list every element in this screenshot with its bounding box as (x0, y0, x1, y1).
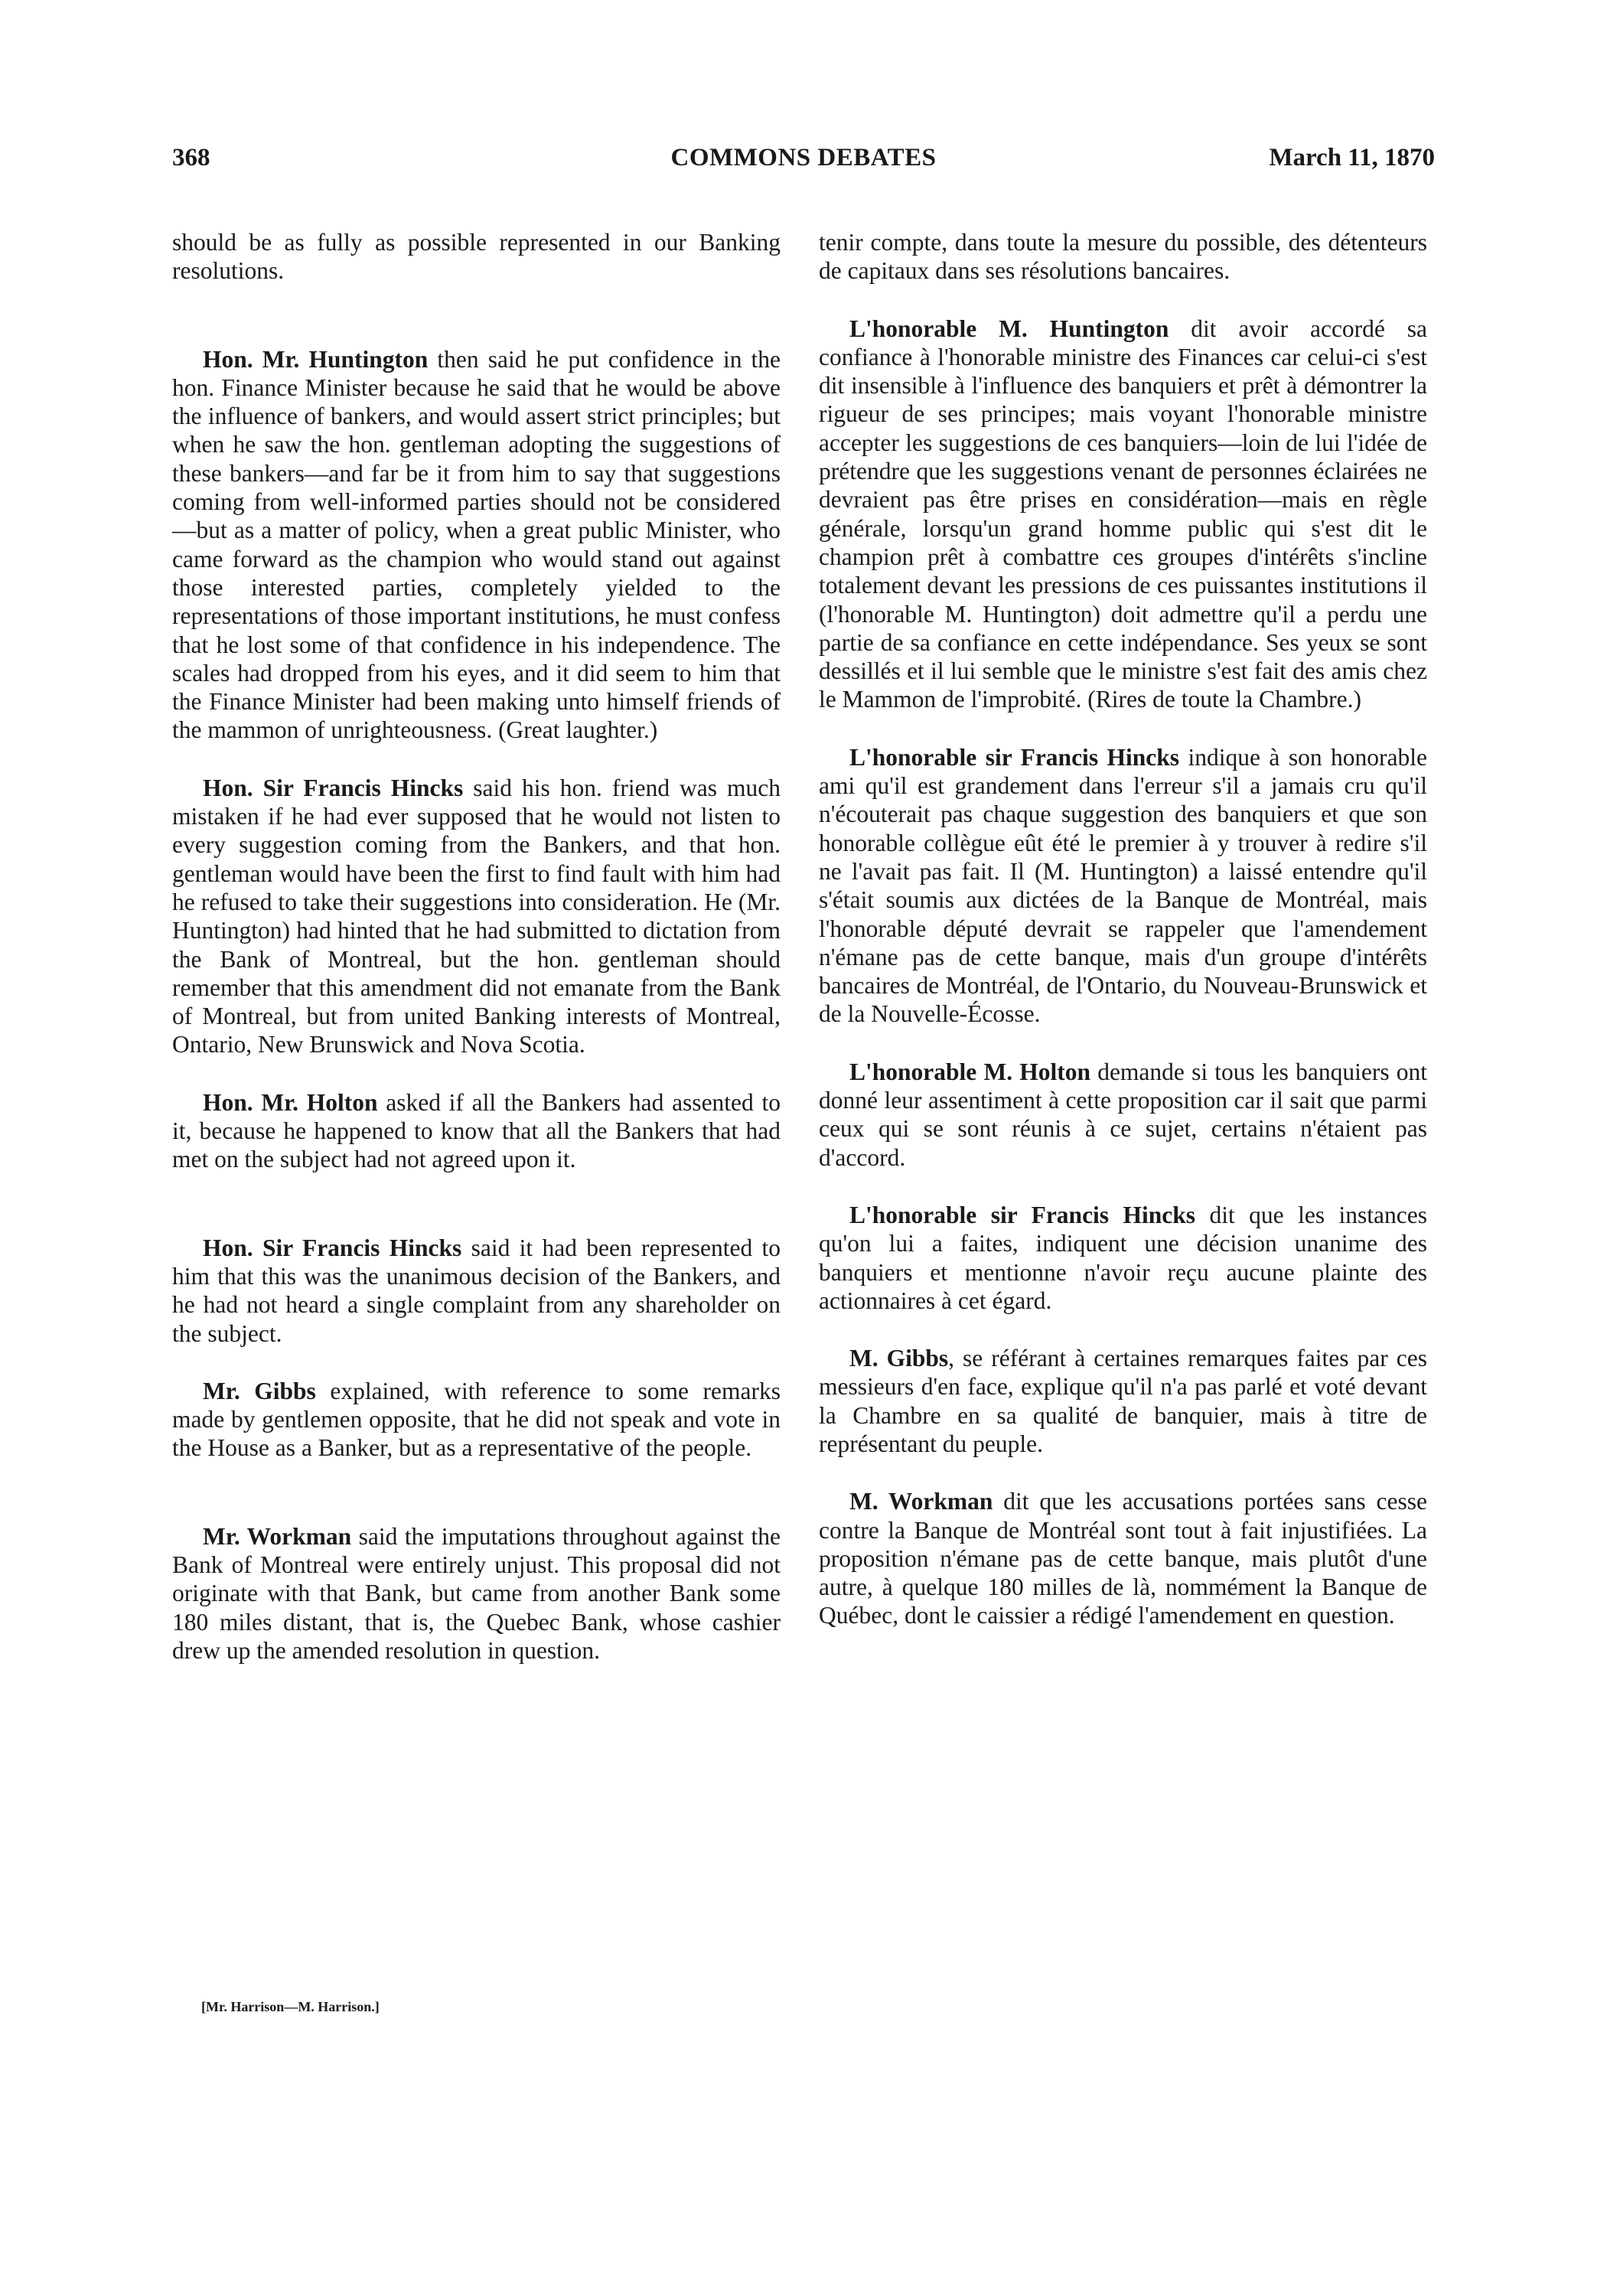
paragraph-text: dit que les accusations portées sans cesse contre la Banque de Montréal sont tout à fait injustifiées. La proposition n'émane pas de cette banque, mais plutôt d'une autre, à quelque 180 milles de là, nommément la Banque de Québec, dont le caissier a rédigé l'amendement en question. (819, 1488, 1428, 1629)
publication-title: COMMONS DEBATES (670, 144, 937, 171)
paragraph-text: dit avoir accordé sa confiance à l'honorable ministre des Finances car celui-ci s'est dit insensible à l'influence des banquiers et prêt à démontrer la rigueur de ses principes; mais voyant l'honorable ministre accepter les suggestions de ces banquiers—loin de lui l'idée de prétendre que les suggestions venant de personnes éclairées ne devraient pas être prises en considération—mais en règle générale, lorsqu'un grand homme public qui s'est dit le champion prêt à combattre ces groupes d'intérêts s'incline totalement devant les pressions de ces puissantes institutions il (l'honorable M. Huntington) doit admettre qu'il a perdu une partie de sa confiance en cette indépendance. Ses yeux se sont dessillés et il lui semble que le ministre s'est fait des amis chez le Mammon de l'improbité. (Rires de toute la Chambre.) (819, 315, 1427, 713)
paragraph-text: , se référant à certaines remarques faites par ces messieurs d'en face, explique qu'il n'a pas parlé et voté devant la Chambre en sa qualité de banquier, mais à titre de représentant du peuple. (819, 1345, 1428, 1457)
french-paragraph-gibbs (819, 1344, 1427, 1458)
speaker-name: M. Workman (849, 1488, 993, 1515)
french-paragraph-huntington (819, 315, 1427, 714)
footer-reference: [Mr. Harrison—M. Harrison.] (201, 1999, 380, 2014)
english-paragraph-holton (172, 1088, 781, 1174)
english-paragraph-hincks-1 (172, 774, 781, 1059)
english-paragraph-hincks-2 (172, 1234, 781, 1348)
paragraph-text: dit que les instances qu'on lui a faites, indiquent une décision unanime des banquiers et mentionne n'avoir reçu aucune plainte des actionnaires à cet égard. (819, 1201, 1427, 1314)
speaker-name: L'honorable M. Holton (849, 1058, 1091, 1085)
speaker-name: L'honorable sir Francis Hincks (849, 1201, 1196, 1228)
english-paragraph-workman (172, 1522, 781, 1665)
paragraph-text: demande si tous les banquiers ont donné leur assentiment à cette proposition car il sait que parmi ceux qui se sont réunis à ce sujet, certains n'étaient pas d'accord. (819, 1058, 1428, 1171)
paragraph-text: said his hon. friend was much mistaken if he had ever supposed that he would not listen to every suggestion coming from the Bankers, and that hon. gentleman would have been the first to find fault with him had he refused to take their suggestions into consideration. He (Mr. Huntington) had hinted that he had submitted to dictation from the Bank of Montreal, but the hon. gentleman should remember that this amendment did not emanate from the Bank of Montreal, but from united Banking interests of Montreal, Ontario, New Brunswick and Nova Scotia. (172, 774, 781, 1058)
paragraph-text: said the imputations throughout against the Bank of Montreal were entirely unjust. This proposal did not originate with that Bank, but came from another Bank some 180 miles distant, that is, the Quebec Bank, whose cashier drew up the amended resolution in question. (172, 1522, 781, 1664)
speaker-name: L'honorable M. Huntington (849, 315, 1169, 342)
french-column (819, 228, 1427, 1630)
paragraph-text: indique à son honorable ami qu'il est grandement dans l'erreur s'il a jamais cru qu'il n'écouterait pas chaque suggestion des banquiers et que son honorable collègue eût été le premier à y trouver à redire s'il ne l'avait pas fait. Il (M. Huntington) a laissé entendre qu'il s'était soumis aux dictées de la Banque de Montréal, mais l'honorable député devrait se rappeler que l'amendement n'émane pas de cette banque, mais d'un groupe d'intérêts bancaires de Montréal, de l'Ontario, du Nouveau-Brunswick et de la Nouvelle-Écosse. (819, 743, 1427, 1028)
speaker-name: Mr. Workman (203, 1522, 352, 1550)
speaker-name: Mr. Gibbs (203, 1377, 316, 1404)
speaker-name: M. Gibbs (849, 1345, 949, 1372)
french-paragraph-holton (819, 1058, 1427, 1172)
speaker-name: Hon. Sir Francis Hincks (203, 774, 464, 801)
english-paragraph-gibbs (172, 1377, 781, 1463)
english-paragraph-huntington (172, 345, 781, 745)
running-head (172, 144, 1435, 187)
paragraph-text: explained, with reference to some remarks made by gentlemen opposite, that he did not speak and vote in the House as a Banker, but as a representative of the people. (172, 1377, 781, 1462)
paragraph-text: should be as fully as possible represented in our Banking resolutions. (172, 229, 781, 285)
page-number: 368 (172, 144, 210, 171)
speaker-name: Hon. Mr. Huntington (203, 345, 429, 373)
sitting-date: March 11, 1870 (1269, 144, 1435, 171)
speaker-name: Hon. Sir Francis Hincks (203, 1234, 462, 1261)
french-paragraph-hincks-1 (819, 743, 1427, 1029)
french-paragraph-continuation (819, 228, 1427, 285)
paragraph-text: then said he put confidence in the hon. Finance Minister because he said that he would be above the influence of bankers, and would assert strict principles; but when he saw the hon. gentleman adopting the suggestions of these bankers—and far be it from him to say that suggestions coming from well-informed parties should not be considered—but as a matter of policy, when a great public Minister, who came forward as the champion who would stand out against those interested parties, completely yielded to the representations of those important institutions, he must confess that he lost some of that confidence in his independence. The scales had dropped from his eyes, and it did seem to him that the Finance Minister had been making unto himself friends of the mammon of unrighteousness. (Great laughter.) (172, 345, 781, 744)
english-column (172, 228, 781, 1665)
french-paragraph-workman (819, 1487, 1427, 1629)
paragraph-text: said it had been represented to him that this was the unanimous decision of the Bankers, and he had not heard a single complaint from any shareholder on the subject. (172, 1234, 781, 1347)
speaker-name: Hon. Mr. Holton (203, 1088, 378, 1116)
paragraph-text: tenir compte, dans toute la mesure du possible, des détenteurs de capitaux dans ses résolutions bancaires. (819, 229, 1427, 285)
french-paragraph-hincks-2 (819, 1201, 1427, 1315)
paragraph-text: asked if all the Bankers had assented to it, because he happened to know that all the Bankers that had met on the subject had not agreed upon it. (172, 1088, 781, 1173)
english-paragraph-continuation (172, 228, 781, 285)
speaker-name: L'honorable sir Francis Hincks (849, 743, 1180, 771)
